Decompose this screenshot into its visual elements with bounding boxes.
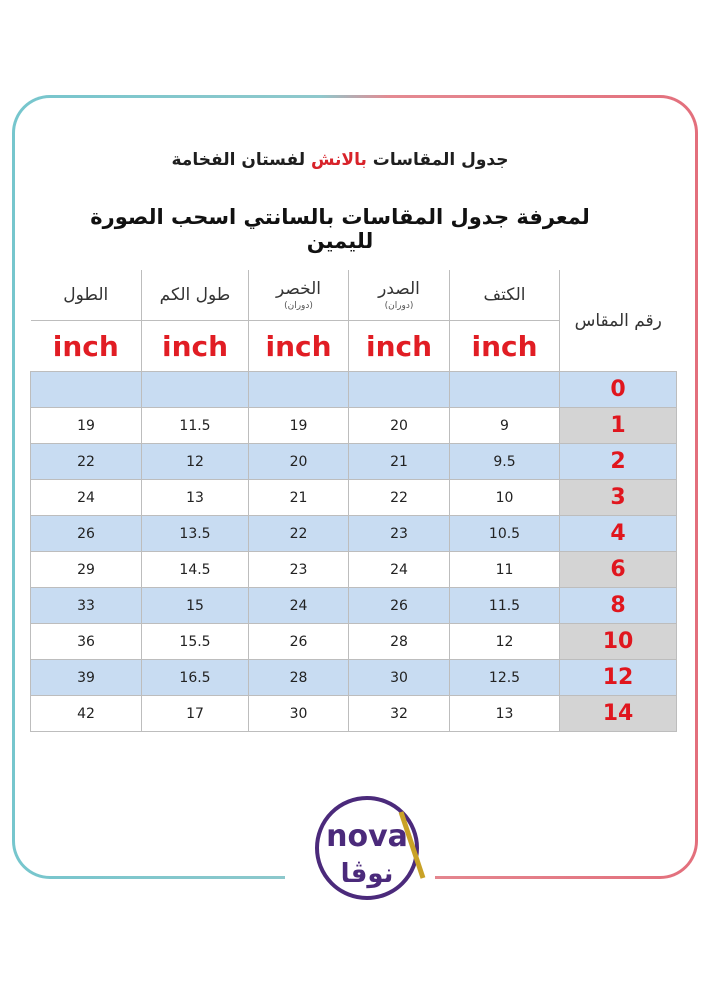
col-header-waist: الخصر (دوران): [249, 270, 349, 321]
table-cell: 15: [142, 588, 249, 624]
table-cell: 12.5: [450, 660, 560, 696]
table-cell: 12: [450, 624, 560, 660]
table-cell: 21: [249, 480, 349, 516]
table-cell: 10: [450, 480, 560, 516]
unit-label: inch: [249, 321, 349, 372]
table-cell: 19: [31, 408, 142, 444]
table-cell: 12: [142, 444, 249, 480]
table-cell: 42: [31, 696, 142, 732]
table-cell: 23: [349, 516, 450, 552]
subtitle: لمعرفة جدول المقاسات بالسانتي اسحب الصورة لليمين: [90, 205, 590, 253]
table-row: [31, 624, 677, 660]
table-cell: 30: [249, 696, 349, 732]
size-cell: 0: [560, 372, 677, 408]
table-cell: 22: [249, 516, 349, 552]
table-cell: 9: [450, 408, 560, 444]
size-cell: 6: [560, 552, 677, 588]
table-cell: 11: [450, 552, 560, 588]
table-row: [31, 516, 677, 552]
table-cell: 36: [31, 624, 142, 660]
table-cell: 26: [31, 516, 142, 552]
size-cell: 2: [560, 444, 677, 480]
col-header-size: رقم المقاس: [560, 270, 677, 372]
unit-label: inch: [450, 321, 560, 372]
table-cell: 23: [249, 552, 349, 588]
table-cell: 11.5: [142, 408, 249, 444]
table-cell: 21: [349, 444, 450, 480]
size-cell: 8: [560, 588, 677, 624]
table-cell: 24: [249, 588, 349, 624]
table-cell: 32: [349, 696, 450, 732]
table-cell: [349, 372, 450, 408]
table-cell: [142, 372, 249, 408]
table-row: [31, 696, 677, 732]
size-cell: 10: [560, 624, 677, 660]
table-cell: 20: [349, 408, 450, 444]
table-cell: 22: [349, 480, 450, 516]
table-cell: 39: [31, 660, 142, 696]
header-row: [31, 270, 677, 321]
size-cell: 4: [560, 516, 677, 552]
col-header-chest: الصدر (دوران): [349, 270, 450, 321]
table-cell: 13: [142, 480, 249, 516]
unit-label: inch: [349, 321, 450, 372]
table-row: [31, 588, 677, 624]
table-row: [31, 552, 677, 588]
table-row: [31, 444, 677, 480]
table-cell: 26: [349, 588, 450, 624]
col-header-length: الطول: [63, 285, 109, 305]
table-cell: 13: [450, 696, 560, 732]
logo-arabic: نوڤا: [340, 859, 394, 889]
table-row: [31, 660, 677, 696]
table-cell: 22: [31, 444, 142, 480]
table-cell: [450, 372, 560, 408]
nova-logo: [305, 790, 435, 910]
table-cell: 29: [31, 552, 142, 588]
table-cell: 10.5: [450, 516, 560, 552]
table-cell: 26: [249, 624, 349, 660]
table-cell: 16.5: [142, 660, 249, 696]
table-cell: 24: [31, 480, 142, 516]
table-cell: 28: [249, 660, 349, 696]
table-cell: 20: [249, 444, 349, 480]
size-cell: 3: [560, 480, 677, 516]
table-cell: 30: [349, 660, 450, 696]
logo-latin: nova: [326, 819, 408, 854]
table-cell: 14.5: [142, 552, 249, 588]
size-cell: 12: [560, 660, 677, 696]
table-cell: [249, 372, 349, 408]
table-row: [31, 480, 677, 516]
title-highlight: بالانش: [311, 150, 367, 170]
col-header-shoulder: الكتف: [450, 270, 560, 321]
table-cell: 17: [142, 696, 249, 732]
table-cell: [31, 372, 142, 408]
size-cell: 1: [560, 408, 677, 444]
table-cell: 28: [349, 624, 450, 660]
size-cell: 14: [560, 696, 677, 732]
size-table: [30, 270, 677, 732]
col-header-sleeve: طول الكم: [142, 270, 249, 321]
table-row: [31, 372, 677, 408]
unit-label: inch: [31, 321, 142, 372]
table-cell: 9.5: [450, 444, 560, 480]
table-cell: 33: [31, 588, 142, 624]
table-cell: 11.5: [450, 588, 560, 624]
table-row: [31, 408, 677, 444]
table-cell: 19: [249, 408, 349, 444]
table-cell: 24: [349, 552, 450, 588]
title-part2: لفستان الفخامة: [171, 150, 306, 170]
table-cell: 13.5: [142, 516, 249, 552]
chart-title: [150, 150, 530, 170]
table-cell: 15.5: [142, 624, 249, 660]
title-part1: جدول المقاسات: [372, 150, 509, 170]
unit-label: inch: [142, 321, 249, 372]
